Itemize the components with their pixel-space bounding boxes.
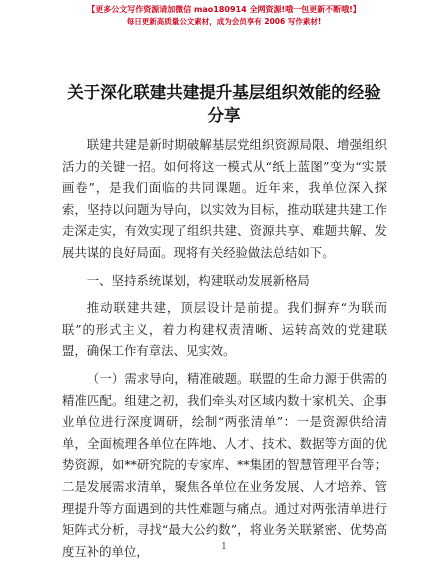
intro-paragraph: 联建共建是新时期破解基层党组织资源局限、增强组织活力的关键一招。如何将这一模式从“纸上蓝图”变为“实景画卷”，是我们面临的共同课题。近年来，我单位深入探索，坚持以问题为导向，以实效为目标，推动联建共建工作走深走实，有效实现了组织共建、资源共享、难题共解、发展共谋的良好局面。现将有关经验做法总结如下。: [62, 137, 387, 260]
page-number: 1: [221, 542, 227, 552]
banner-line-1: 【更多公文写作资源请加微信 mao180914 全网资源!哦一包更新不断哦!】: [87, 5, 361, 14]
banner-line-2: 每日更新高质量公文素材，成为会员享有 2006 写作素材!: [126, 17, 322, 26]
watermark-banner: [0, 4, 448, 27]
document-title: 关于深化联建共建提升基层组织效能的经验分享: [67, 83, 381, 125]
document-body: [62, 132, 387, 562]
subsection-paragraph: （一）需求导向，精准破题。联盟的生命力源于供需的精准匹配。组建之初，我们牵头对区域内数十家机关、企事业单位进行深度调研，绘制“两张清单”：一是资源供给清单，全面梳理各单位在阵地、人才、技术、数据等方面的优势资源，如**研究院的专家库、**集团的智慧管理平台等；二是发展需求清单，聚焦各单位在业务发展、人才培养、管理提升等方面遇到的共性难题与痛点。通过对两张清单进行矩阵式分析，寻找“最大公约数”，将业务关联紧密、优势高度互补的单位，: [62, 370, 387, 559]
body-paragraph: 推动联建共建，顶层设计是前提。我们摒弃“为联而联”的形式主义，着力构建权责清晰、运转高效的党建联盟，确保工作有章法、见实效。: [62, 300, 387, 359]
section-heading-1: 一、坚持系统谋划，构建联动发展新格局: [86, 272, 310, 288]
